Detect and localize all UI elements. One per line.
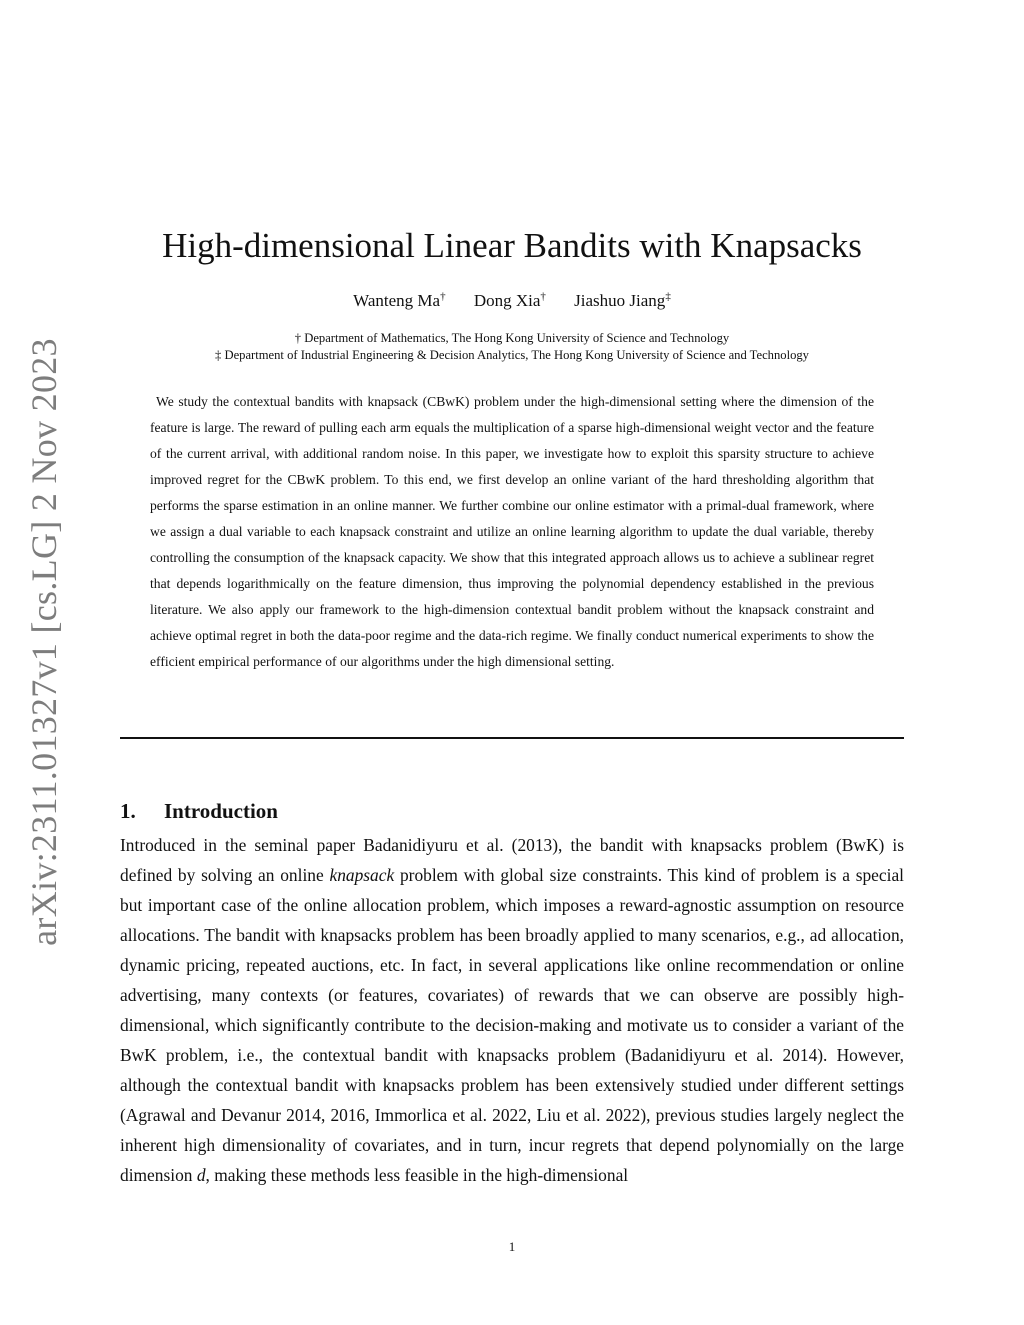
page-number: 1: [508, 1239, 516, 1254]
affiliation: ‡ Department of Industrial Engineering & Decision Analytics, The Hong Kong University of Science and Technology: [215, 348, 809, 362]
paragraph-text: Introduced in the seminal paper Badanidiyuru et al. (2013), the bandit with knapsacks problem (BwK) is defined by solving an online: [120, 835, 904, 885]
arxiv-identifier-text: arXiv:2311.01327v1 [cs.LG] 2 Nov 2023: [24, 338, 64, 946]
section-title: Introduction: [164, 799, 278, 823]
paragraph-text: , making these methods less feasible in the high-dimensional: [205, 1165, 629, 1185]
author-affiliation-mark: ‡: [665, 290, 671, 302]
paper-title: High-dimensional Linear Bandits with Knapsacks: [162, 226, 862, 265]
paragraph: [120, 830, 904, 1190]
emphasized-term: knapsack: [329, 865, 395, 885]
affiliation-list: [0, 330, 1024, 364]
author: [574, 291, 671, 310]
author-name: Wanteng Ma: [353, 290, 441, 310]
arxiv-identifier: [22, 338, 66, 946]
author: [353, 291, 445, 310]
section-number: 1.: [120, 799, 136, 823]
horizontal-rule: [120, 737, 904, 739]
author-name: Jiashuo Jiang: [574, 290, 666, 310]
author-affiliation-mark: †: [440, 290, 446, 302]
author: [474, 291, 546, 310]
math-variable: d: [196, 1165, 206, 1185]
paragraph-text: problem with global size constraints. This kind of problem is a special but important case of the online allocation problem, which imposes a reward-agnostic assumption on resource allocations. The bandit with knapsacks problem has been broadly applied to many scenarios, e.g., ad allocation, dynamic pricing, repeated auctions, etc. In fact, in several applications like online recommendation or online advertising, many contexts (or features, covariates) of rewards that we can observe are possibly high-dimensional, which significantly contribute to the decision-making and motivate us to consider a variant of the BwK problem, i.e., the contextual bandit with knapsacks problem (Badanidiyuru et al. 2014). However, although the contextual bandit with knapsacks problem has been extensively studied under different settings (Agrawal and Devanur 2014, 2016, Immorlica et al. 2022, Liu et al. 2022), previous studies largely neglect the inherent high dimensionality of covariates, and in turn, incur regrets that depend polynomially on the large dimension: [120, 865, 905, 1185]
section-heading: [120, 799, 278, 824]
author-list: [0, 290, 1024, 311]
author-affiliation-mark: †: [540, 290, 546, 302]
affiliation: † Department of Mathematics, The Hong Kong University of Science and Technology: [294, 331, 730, 345]
abstract: We study the contextual bandits with knapsack (CBwK) problem under the high-dimensional setting where the dimension of the feature is large. The reward of pulling each arm equals the multiplication of a sparse high-dimensional weight vector and the feature of the current arrival, with additional random noise. In this paper, we investigate how to exploit this sparsity structure to achieve improved regret for the CBwK problem. To this end, we first develop an online variant of the hard thresholding algorithm that performs the sparse estimation in an online manner. We further combine our online estimator with a primal-dual framework, where we assign a dual variable to each knapsack constraint and utilize an online learning algorithm to update the dual variable, thereby controlling the consumption of the knapsack capacity. We show that this integrated approach allows us to achieve a sublinear regret that depends logarithmically on the feature dimension, thus improving the polynomial dependency established in the previous literature. We also apply our framework to the high-dimension contextual bandit problem without the knapsack constraint and achieve optimal regret in both the data-poor regime and the data-rich regime. We finally conduct numerical experiments to show the efficient empirical performance of our algorithms under the high dimensional setting.: [150, 394, 874, 669]
introduction-body: [120, 830, 904, 1190]
author-name: Dong Xia: [473, 290, 541, 310]
